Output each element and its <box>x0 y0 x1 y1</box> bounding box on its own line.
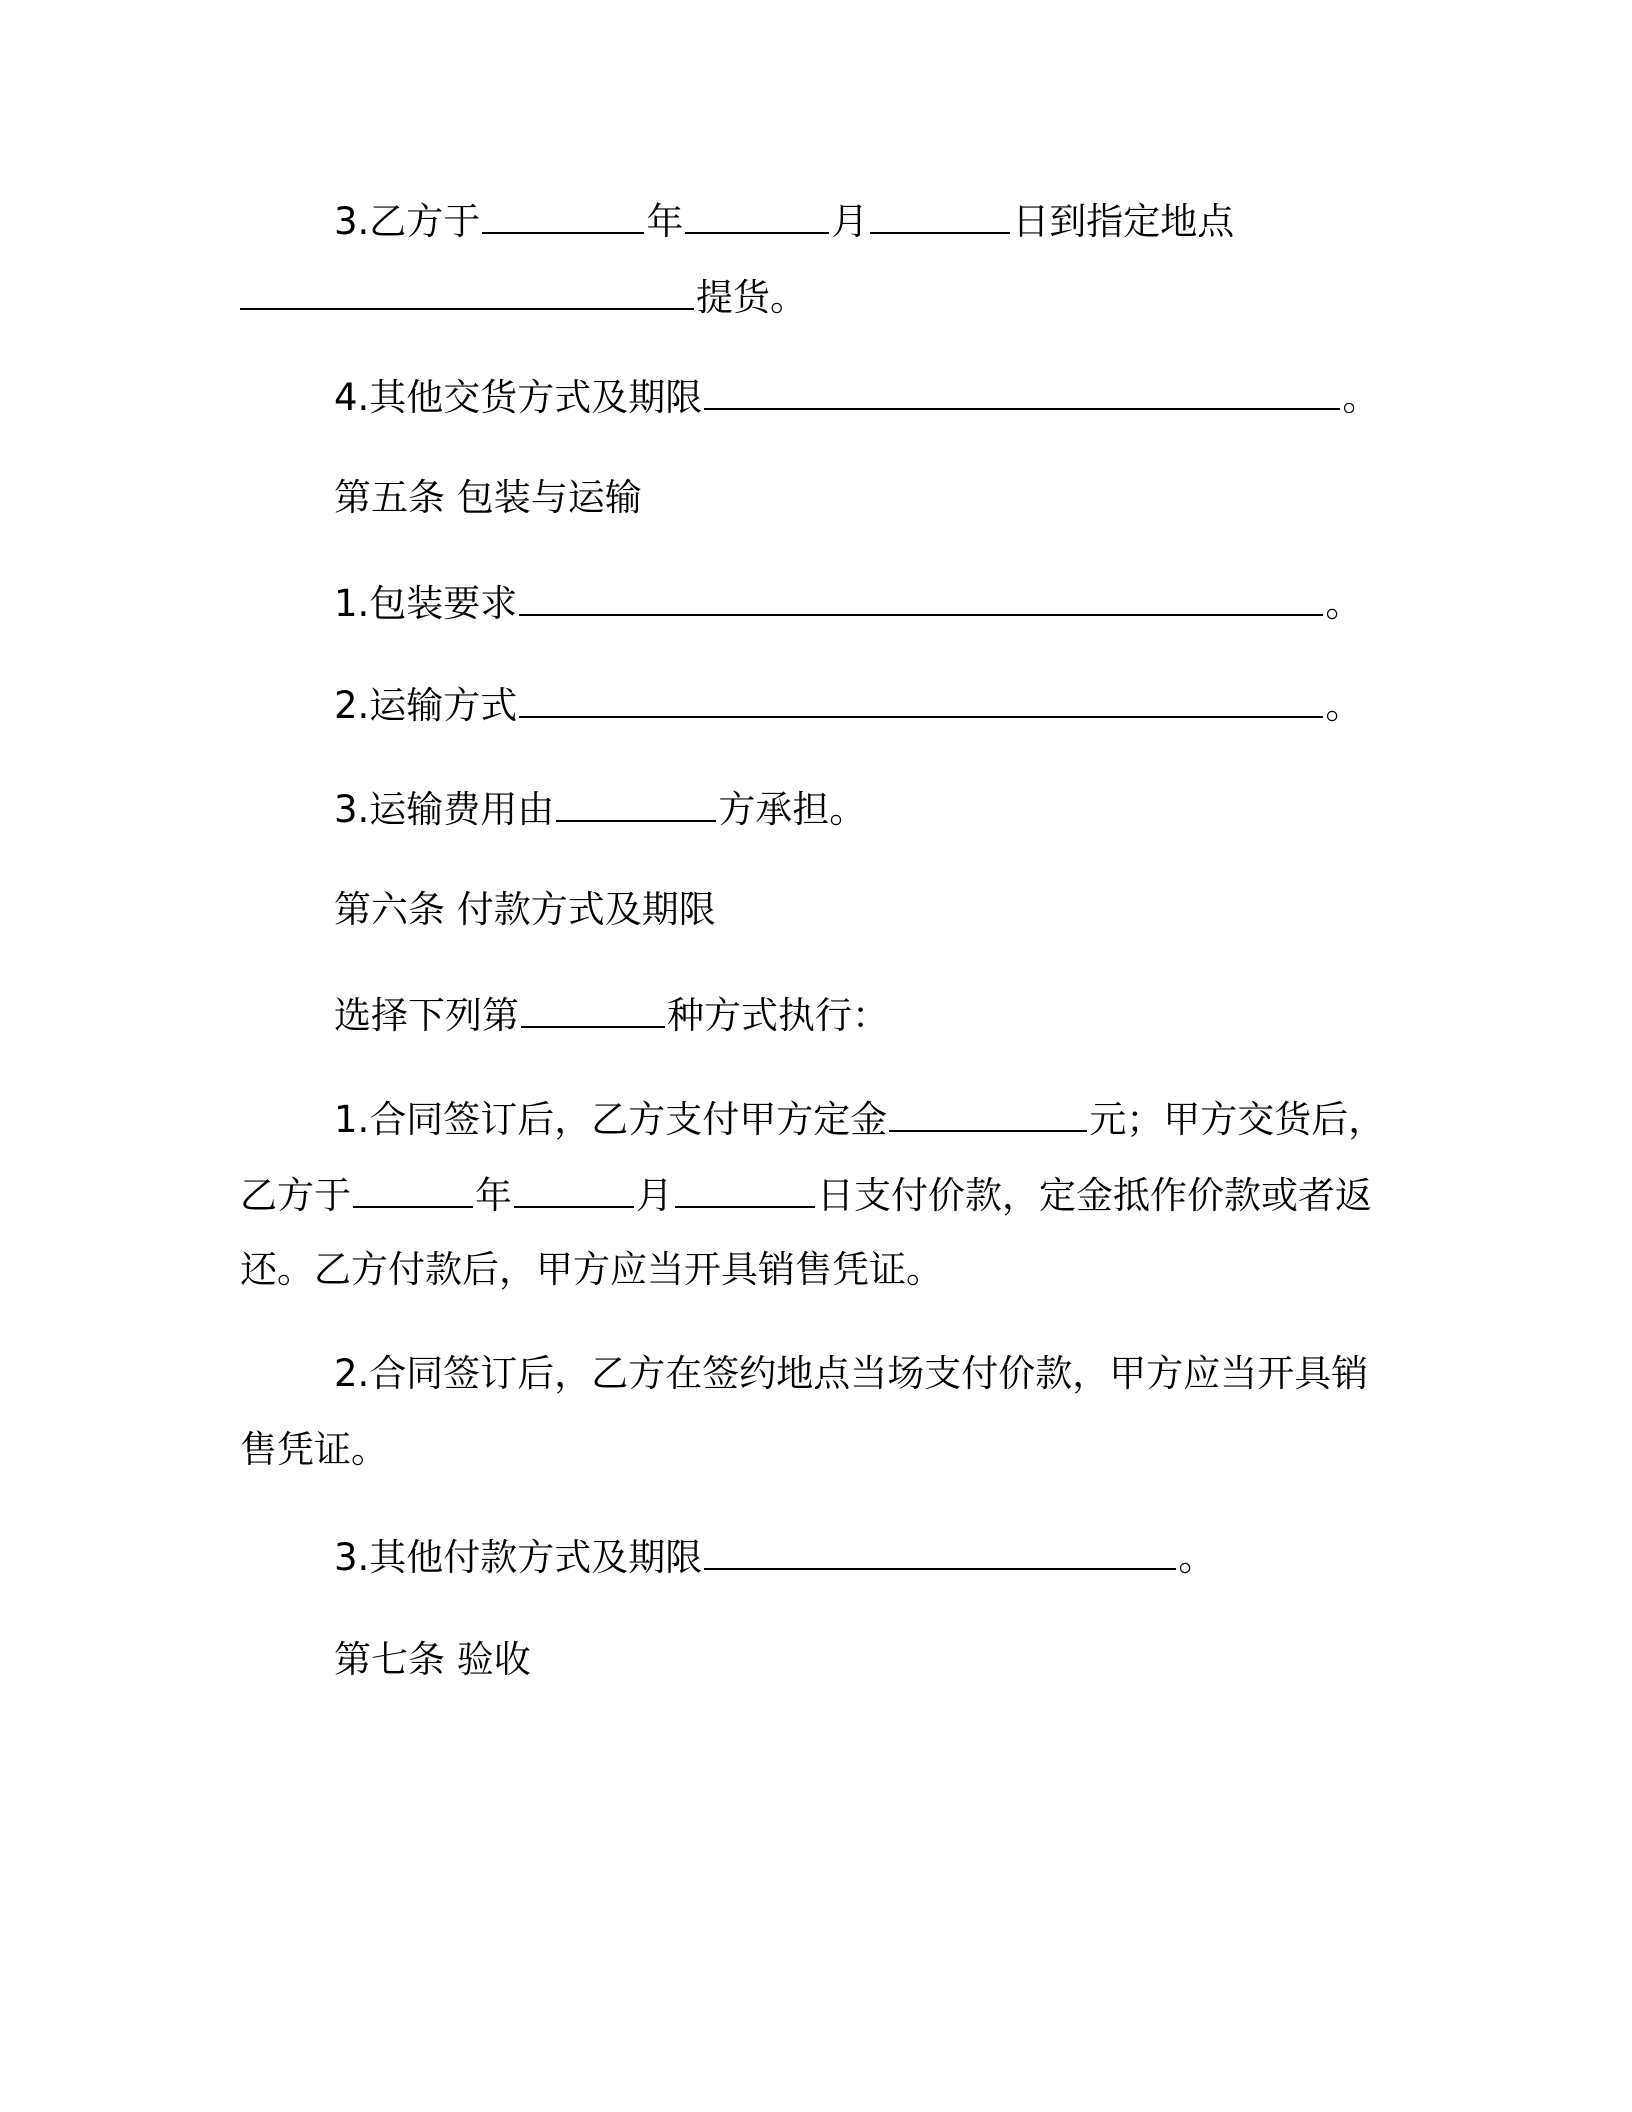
fill-blank-pay-year[interactable] <box>353 1170 473 1208</box>
text-segment: 2.合同签订后，乙方在签约地点当场支付价款，甲方应当开具销 <box>334 1352 1369 1395</box>
clause-5-3 <box>334 784 1514 834</box>
text-segment: 日支付价款，定金抵作价款或者返 <box>817 1174 1372 1217</box>
article-7-heading <box>334 1636 1514 1684</box>
article-5-heading <box>334 474 1514 522</box>
text-segment: 乙方于 <box>240 1174 351 1217</box>
fill-blank-packaging[interactable] <box>519 578 1323 616</box>
text-segment: 1.合同签订后，乙方支付甲方定金 <box>334 1098 888 1141</box>
clause-6-2-line-1 <box>334 1350 1514 1398</box>
text-segment: 3.其他付款方式及期限 <box>334 1536 703 1579</box>
clause-4-3-line-1 <box>334 196 1514 246</box>
fill-blank-pay-month[interactable] <box>514 1170 634 1208</box>
text-segment: 方承担。 <box>718 788 867 831</box>
clause-4-4 <box>334 372 1514 422</box>
clause-4-3-line-2 <box>240 272 1420 322</box>
text-segment: 2.运输方式 <box>334 684 518 727</box>
clause-6-3 <box>334 1532 1514 1582</box>
text-segment: 还。乙方付款后，甲方应当开具销售凭证。 <box>240 1248 943 1291</box>
fill-blank-location[interactable] <box>240 272 694 310</box>
fill-blank-year[interactable] <box>482 196 644 234</box>
text-segment: 年 <box>475 1174 512 1217</box>
text-segment: 选择下列第 <box>334 994 519 1037</box>
fill-blank-deposit[interactable] <box>889 1094 1087 1132</box>
fill-blank-other-payment[interactable] <box>704 1532 1176 1570</box>
text-segment: 元；甲方交货后， <box>1089 1098 1386 1141</box>
fill-blank-day[interactable] <box>870 196 1010 234</box>
text-segment: 4.其他交货方式及期限 <box>334 376 703 419</box>
clause-5-2 <box>334 680 1514 730</box>
text-segment: 。 <box>1325 582 1363 625</box>
text-segment: 日到指定地点 <box>1012 200 1235 243</box>
fill-blank-pay-day[interactable] <box>675 1170 815 1208</box>
fill-blank-option-number[interactable] <box>521 990 665 1028</box>
section-heading: 第六条 付款方式及期限 <box>334 888 716 931</box>
text-segment: 月 <box>831 200 869 243</box>
text-segment: 。 <box>1325 684 1363 727</box>
fill-blank-month[interactable] <box>685 196 829 234</box>
text-segment: 提货。 <box>696 276 807 319</box>
text-segment: 售凭证。 <box>240 1428 388 1471</box>
article-6-heading <box>334 886 1514 934</box>
text-segment: 1.包装要求 <box>334 582 518 625</box>
text-segment: 年 <box>646 200 684 243</box>
clause-5-1 <box>334 578 1514 628</box>
section-heading: 第五条 包装与运输 <box>334 476 642 519</box>
clause-6-1-line-2 <box>240 1170 1420 1220</box>
section-heading: 第七条 验收 <box>334 1638 531 1681</box>
fill-blank-other-delivery[interactable] <box>704 372 1340 410</box>
fill-blank-freight-party[interactable] <box>556 784 716 822</box>
fill-blank-transport[interactable] <box>519 680 1323 718</box>
text-segment: 。 <box>1342 376 1380 419</box>
clause-6-1-line-3 <box>240 1246 1420 1294</box>
clause-6-1-line-1 <box>334 1094 1514 1144</box>
text-segment: 3.运输费用由 <box>334 788 555 831</box>
clause-6-intro <box>334 990 1514 1040</box>
text-segment: 种方式执行： <box>667 994 889 1037</box>
clause-6-2-line-2 <box>240 1426 1420 1474</box>
text-segment: 。 <box>1178 1536 1216 1579</box>
text-segment: 月 <box>636 1174 673 1217</box>
text-segment: 3.乙方于 <box>334 200 481 243</box>
